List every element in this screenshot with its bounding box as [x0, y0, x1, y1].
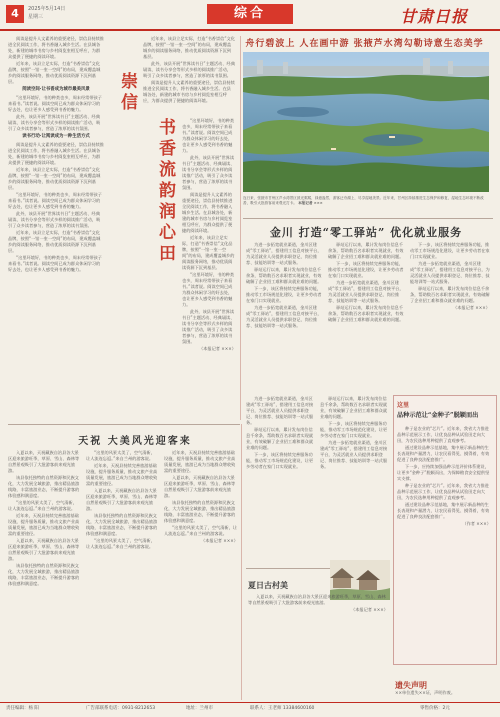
notice-title: 遗失声明	[395, 681, 427, 690]
article-left-paragraph: “这里环境好，书的种类也多，周末经常带孩子来看书。”读者说。阅读空间已成为群众休闲学习的好去处，也让更多人感受到书香的魅力。	[8, 255, 102, 272]
article-left-paragraph: 近年来，该县立足实际，打造“书香崇信”文化品牌，按照“一馆一室一空间”的布局，建成覆盖城乡的阅读服务网络，推动优质阅读资源下沉到基层。	[8, 61, 101, 84]
column-divider	[241, 424, 242, 700]
section-title: 综合	[207, 4, 293, 24]
poem-byline: （本报记者 ×××）	[351, 607, 388, 612]
footer-contact: 联系人：王老师 13384600160	[250, 706, 315, 711]
article-center-paragraph: 下一步，该区将持续完善服务功能，推动零工市场规范化建设，让更多劳动者在家门口实现就业。	[328, 261, 404, 278]
article-bottom-left-paragraph: 该县依托独特的自然资源和民族文化，大力发展全域旅游，推出精品旅游线路，丰富旅游业态，不断提升游客的体验感和满意度。	[8, 475, 80, 498]
article-left-subhead: 阅读空间·让书香成为城市最美风景	[22, 87, 90, 92]
article-bottom-left-paragraph: “这里的风景太美了，空气清新，让人流连忘返。”来自兰州的游客说。	[86, 538, 155, 549]
article-left-paragraph: “这里环境好，书的种类也多，周末经常带孩子来看书。”读者说。阅读空间已成为群众休闲学习的好去处，也让更多人感受到书香的魅力。	[182, 118, 235, 153]
article-bottom-left-col1	[8, 450, 80, 698]
article-left-title-1: 崇信	[117, 72, 137, 114]
article-left-paragraph: “这里环境好，书的种类也多，周末经常带孩子来看书。”读者说。阅读空间已成为群众休闲学习的好去处，也让更多人感受到书香的魅力。	[8, 192, 102, 209]
commentary-paragraph: 种子是农业的“芯片”。近年来，我省大力推进品种示范展示工作，让优良品种从试验田走向大田，为农民选种用种提供了直观参考。	[397, 483, 489, 500]
commentary-paragraph: 通过建设品种示范基地，集中展示新品种的生长表现和产量潜力，让农民看得见、摸得着，有效促进了良种良法配套推广。	[397, 502, 490, 519]
article-left-paragraph: 此外，该县开展“世界读书日”主题活动、经典诵读、读书分享会等形式多样的阅读推广活动，吸引了众多读者参与，营造了浓厚的读书氛围。	[8, 114, 101, 131]
poem-title: 夏日古村美	[248, 580, 288, 590]
poem-paragraph: 入夏以来，天祝藏族自治县各大景区迎来旅游旺季，草原、雪山、森林等自然景观吸引了大批游客前来观光旅游。	[248, 594, 386, 605]
commentary-paragraph: 下一步，应持续加强品种示范评价体系建设，让更多“金种子”脱颖而出，为保障粮食安全提供坚实支撑。	[397, 464, 490, 481]
article-center-byline: （本报记者 ×××）	[453, 305, 490, 310]
scenic-lake-photo	[243, 52, 489, 192]
article-bottom-left-paragraph: “这里的风景太美了，空气清新，让人流连忘返。”来自兰州的游客说。	[8, 500, 77, 511]
photo-caption-text: 连日来，张掖市甘州区芦水湾景区波光粼粼，绿意盎然，游客泛舟湖上，尽享湿地美景。近年来，甘州区持续推进生态保护和修复，湿地生态环境不断改善，吸引大批游客前来观光打卡。	[243, 196, 484, 205]
article-left-paragraph: 此外，该县开展“世界读书日”主题活动、经典诵读、读书分享会等形式多样的阅读推广活动，吸引了众多读者参与，营造了浓厚的读书氛围。	[182, 309, 235, 344]
article-bottom-left-paragraph: 入夏以来，天祝藏族自治县各大景区迎来旅游旺季，草原、雪山、森林等自然景观吸引了大批游客前来观光旅游。	[86, 488, 158, 511]
article-left-paragraph: 近年来，该县立足实际，打造“书香崇信”文化品牌，按照“一馆一室一空间”的布局，建成覆盖城乡的阅读服务网络，推动优质阅读资源下沉到基层。	[8, 167, 101, 190]
article-center-lower-col1	[246, 396, 316, 562]
article-center-col3	[410, 242, 490, 388]
article-center-paragraph: 下一步，该区将持续完善服务功能，推动零工市场规范化建设，让更多劳动者在家门口实现就业。	[246, 286, 322, 303]
article-bottom-left-paragraph: 该县依托独特的自然资源和民族文化，大力发展全域旅游，推出精品旅游线路，丰富旅游业态，不断提升游客的体验感和满意度。	[8, 563, 80, 586]
article-left-title-2: 书香流韵润心田	[155, 118, 175, 265]
article-left-col2	[143, 36, 235, 116]
article-bottom-left-paragraph: 入夏以来，天祝藏族自治县各大景区迎来旅游旺季，草原、雪山、森林等自然景观吸引了大批游客前来观光旅游。	[164, 475, 236, 498]
article-center-paragraph: 为进一步拓宽就业渠道，金川区建成“零工驿站”，搭建用工信息对接平台，为灵活就业人员提供求职登记、岗位推荐、技能培训等一站式服务。	[410, 261, 490, 284]
article-center-col2	[328, 242, 404, 388]
article-left-paragraph: “这里环境好，书的种类也多，周末经常带孩子来看书。”读者说。阅读空间已成为群众休闲学习的好去处，也让更多人感受到书香的魅力。	[182, 272, 235, 307]
article-left-subhead: 读书行动·让阅读成为一种生活方式	[22, 134, 90, 139]
article-bottom-left-paragraph: 入夏以来，天祝藏族自治县各大景区迎来旅游旺季，草原、雪山、森林等自然景观吸引了大批游客前来观光旅游。	[8, 538, 80, 561]
article-center-paragraph: 下一步，该区将持续完善服务功能，推动零工市场规范化建设，让更多劳动者在家门口实现就业。	[320, 421, 388, 438]
photo-credit: 本报记者 ×××	[298, 201, 323, 205]
article-bottom-left-byline: （本报记者 ×××）	[201, 538, 238, 543]
article-center-lower-col2	[320, 396, 390, 556]
article-left-paragraph: 阅读是提升人文素养的重要途径，崇信县持续推进全民阅读工作，将书香融入城乡生活。在县城各处，新建的城市书房与乡村阅览室相互呼应，为群众提供了便捷的阅读环境。	[182, 192, 233, 233]
article-left-paragraph: 近年来，该县立足实际，打造“书香崇信”文化品牌，按照“一馆一室一空间”的布局，建成覆盖城乡的阅读服务网络，推动优质阅读资源下沉到基层。	[143, 36, 235, 59]
article-left-paragraph: 此外，该县开展“世界读书日”主题活动、经典诵读、读书分享会等形式多样的阅读推广活动，吸引了众多读者参与，营造了浓厚的读书氛围。	[8, 211, 101, 228]
header-rule	[0, 29, 500, 31]
commentary-body	[397, 426, 491, 658]
article-center-paragraph: 下一步，该区将持续完善服务功能，推动零工市场规范化建设，让更多劳动者在家门口实现就业。	[246, 452, 314, 469]
article-bottom-left-paragraph: “这里的风景太美了，空气清新，让人流连忘返。”来自兰州的游客说。	[86, 450, 155, 461]
article-bottom-left-paragraph: 入夏以来，天祝藏族自治县各大景区迎来旅游旺季，草原、雪山、森林等自然景观吸引了大批游客前来观光旅游。	[8, 450, 80, 473]
column-divider	[240, 36, 241, 420]
article-left-paragraph: “这里环境好，书的种类也多，周末经常带孩子来看书。”读者说。阅读空间已成为群众休闲学习的好去处，也让更多人感受到书香的魅力。	[8, 95, 102, 112]
article-left-paragraph: 阅读是提升人文素养的重要途径，崇信县持续推进全民阅读工作，将书香融入城乡生活。在县城各处，新建的城市书房与乡村阅览室相互呼应，为群众提供了便捷的阅读环境。	[8, 142, 104, 165]
article-center-paragraph: 驿站运行以来，累计发布岗位信息千余条，帮助数百名求职者实现就业，有效破解了企业招工难和群众就业难的问题。	[320, 396, 388, 419]
photo-caption	[243, 196, 489, 206]
notice-body: ××单位遗失××证，声明作废。	[395, 690, 456, 695]
article-bottom-left-paragraph: 近年来，天祝县持续完善旅游基础设施，提升服务质量，推动文旅产业高质量发展，旅游已成为当地群众增收致富的重要途径。	[164, 450, 236, 473]
article-center-paragraph: 为进一步拓宽就业渠道，金川区建成“零工驿站”，搭建用工信息对接平台，为灵活就业人员提供求职登记、岗位推荐、技能培训等一站式服务。	[246, 242, 322, 265]
landscape-illustration	[243, 52, 489, 192]
article-center-paragraph: 下一步，该区将持续完善服务功能，推动零工市场规范化建设，让更多劳动者在家门口实现就业。	[410, 242, 490, 259]
photo-story-title: 舟行碧波上 人在画中游 张掖芦水湾勾勒诗意生态美学	[245, 39, 484, 49]
commentary-title: 品种示范让“金种子”脱颖而出	[397, 412, 479, 419]
article-center-col1	[246, 242, 322, 388]
section-divider	[8, 424, 240, 425]
commentary-paragraph: 种子是农业的“芯片”。近年来，我省大力推进品种示范展示工作，让优良品种从试验田走向大田，为农民选种用种提供了直观参考。	[397, 426, 489, 443]
commentary-paragraph: 通过建设品种示范基地，集中展示新品种的生长表现和产量潜力，让农民看得见、摸得着，有效促进了良种良法配套推广。	[397, 445, 490, 462]
article-center-title: 金川 打造“零工驿站” 优化就业服务	[269, 226, 463, 239]
article-bottom-left-paragraph: 该县依托独特的自然资源和民族文化，大力发展全域旅游，推出精品旅游线路，丰富旅游业态，不断提升游客的体验感和满意度。	[86, 513, 158, 536]
article-bottom-left-title: 天祝 大美风光迎客来	[78, 436, 192, 447]
article-left-paragraph: 此外，该县开展“世界读书日”主题活动、经典诵读、读书分享会等形式多样的阅读推广活动，吸引了众多读者参与，营造了浓厚的读书氛围。	[182, 155, 235, 190]
footer-editor: 责任编辑：杨 阳	[6, 706, 39, 711]
article-center-paragraph: 驿站运行以来，累计发布岗位信息千余条，帮助数百名求职者实现就业，有效破解了企业招工难和群众就业难的问题。	[246, 267, 322, 284]
article-center-paragraph: 为进一步拓宽就业渠道，金川区建成“零工驿站”，搭建用工信息对接平台，为灵活就业人员提供求职登记、岗位推荐、技能培训等一站式服务。	[328, 280, 404, 303]
poem-text	[248, 594, 388, 634]
article-left-paragraph: 阅读是提升人文素养的重要途径，崇信县持续推进全民阅读工作，将书香融入城乡生活。在县城各处，新建的城市书房与乡村阅览室相互呼应，为群众提供了便捷的阅读环境。	[8, 36, 104, 59]
footer-price: 零售价格：2元	[420, 706, 450, 711]
article-bottom-left-col3	[164, 450, 238, 698]
footer-address: 地址：兰州市	[186, 706, 213, 711]
article-center-paragraph: 驿站运行以来，累计发布岗位信息千余条，帮助数百名求职者实现就业，有效破解了企业招工难和群众就业难的问题。	[328, 305, 404, 322]
page-header	[0, 0, 500, 30]
article-left-paragraph: 近年来，该县立足实际，打造“书香崇信”文化品牌，按照“一馆一室一空间”的布局，建成覆盖城乡的阅读服务网络，推动优质阅读资源下沉到基层。	[182, 235, 235, 270]
page-number: 4	[6, 5, 24, 23]
issue-weekday: 星期三	[28, 14, 44, 20]
issue-date: 2025年5月14日	[28, 6, 66, 12]
article-bottom-left-paragraph: 近年来，天祝县持续完善旅游基础设施，提升服务质量，推动文旅产业高质量发展，旅游已成为当地群众增收致富的重要途径。	[8, 513, 80, 536]
commentary-tag: 这里	[397, 402, 410, 409]
article-left-paragraph: 此外，该县开展“世界读书日”主题活动、经典诵读、读书分享会等形式多样的阅读推广活动，吸引了众多读者参与，营造了浓厚的读书氛围。	[143, 61, 235, 78]
article-left-paragraph: 阅读是提升人文素养的重要途径，崇信县持续推进全民阅读工作，将书香融入城乡生活。在县城各处，新建的城市书房与乡村阅览室相互呼应，为群众提供了便捷的阅读环境。	[143, 80, 235, 103]
article-left-col1	[8, 36, 104, 392]
article-center-paragraph: 为进一步拓宽就业渠道，金川区建成“零工驿站”，搭建用工信息对接平台，为灵活就业人员提供求职登记、岗位推荐、技能培训等一站式服务。	[246, 396, 314, 425]
article-left-byline: （本报记者 ×××）	[199, 346, 236, 351]
article-left-col3	[182, 118, 236, 392]
newspaper-logo: 甘肃日报	[400, 7, 469, 26]
article-center-paragraph: 驿站运行以来，累计发布岗位信息千余条，帮助数百名求职者实现就业，有效破解了企业招工难和群众就业难的问题。	[246, 427, 314, 450]
article-center-paragraph: 驿站运行以来，累计发布岗位信息千余条，帮助数百名求职者实现就业，有效破解了企业招工难和群众就业难的问题。	[410, 286, 490, 303]
article-center-paragraph: 驿站运行以来，累计发布岗位信息千余条，帮助数百名求职者实现就业，有效破解了企业招工难和群众就业难的问题。	[328, 242, 404, 259]
article-bottom-left-paragraph: 该县依托独特的自然资源和民族文化，大力发展全域旅游，推出精品旅游线路，丰富旅游业态，不断提升游客的体验感和满意度。	[164, 500, 236, 523]
article-bottom-left-paragraph: “这里的风景太美了，空气清新，让人流连忘返。”来自兰州的游客说。	[164, 525, 237, 536]
article-left-paragraph: 近年来，该县立足实际，打造“书香崇信”文化品牌，按照“一馆一室一空间”的布局，建成覆盖城乡的阅读服务网络，推动优质阅读资源下沉到基层。	[8, 230, 101, 253]
commentary-byline: （作者 ×××）	[462, 521, 491, 526]
footer-ad-phone: 广告部联系电话：0931-8212653	[86, 706, 156, 711]
article-center-paragraph: 为进一步拓宽就业渠道，金川区建成“零工驿站”，搭建用工信息对接平台，为灵活就业人员提供求职登记、岗位推荐、技能培训等一站式服务。	[320, 440, 388, 469]
article-center-paragraph: 为进一步拓宽就业渠道，金川区建成“零工驿站”，搭建用工信息对接平台，为灵活就业人员提供求职登记、岗位推荐、技能培训等一站式服务。	[246, 305, 322, 328]
article-bottom-left-paragraph: 近年来，天祝县持续完善旅游基础设施，提升服务质量，推动文旅产业高质量发展，旅游已成为当地群众增收致富的重要途径。	[86, 463, 158, 486]
article-bottom-left-col2	[86, 450, 158, 698]
section-divider	[243, 218, 493, 219]
